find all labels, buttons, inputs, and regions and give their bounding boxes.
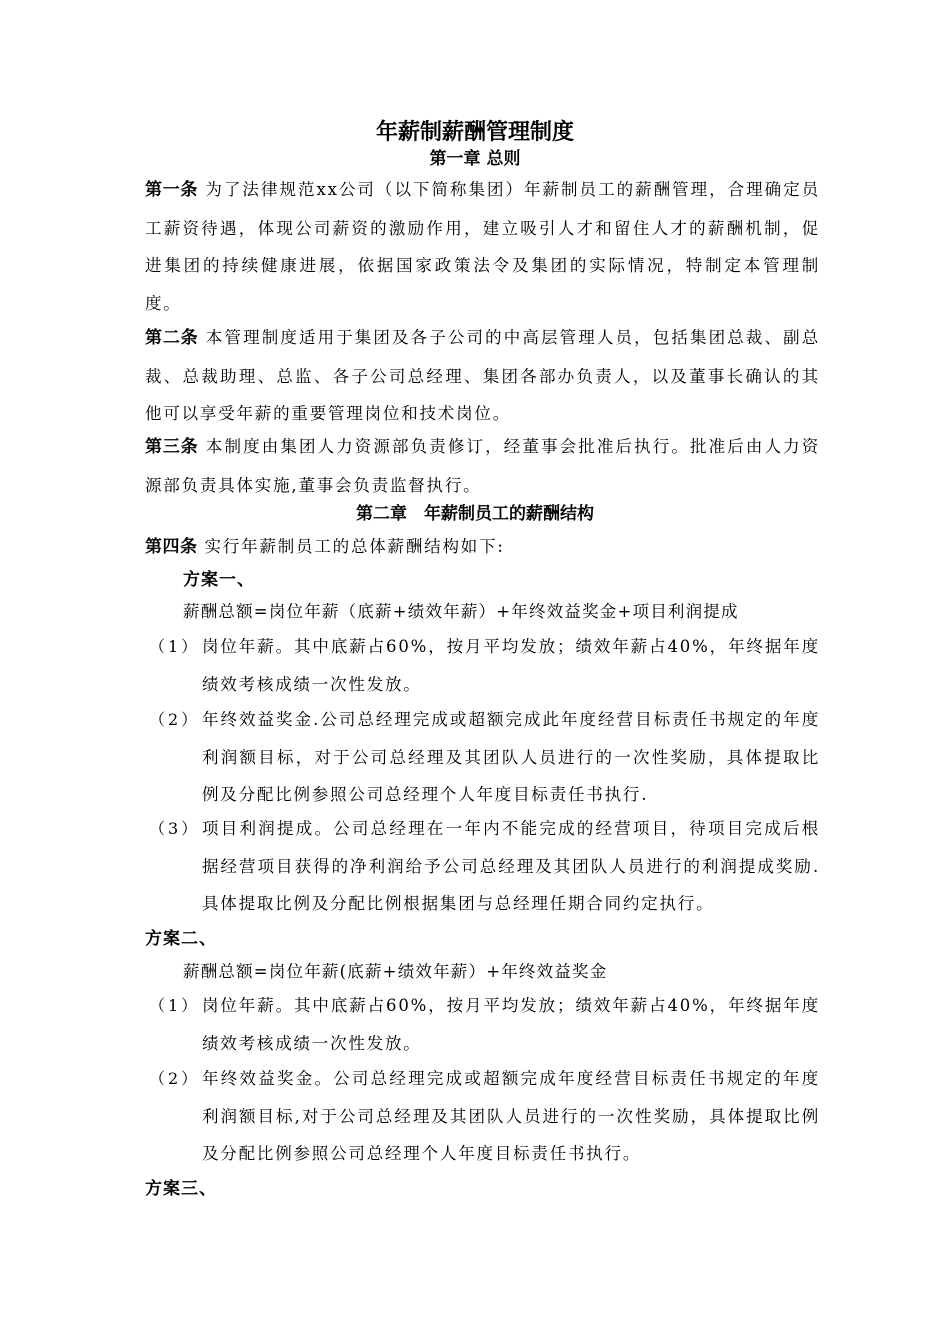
chapter-1-heading: 第一章 总则 [429,149,521,169]
plan-2-formula: 薪酬总额=岗位年薪(底薪+绩效年薪）+年终效益奖金 [183,962,608,981]
article-4-label: 第四条 [145,537,198,557]
article-3-text: 本制度由集团人力资源部负责修订，经董事会批准后执行。批准后由人力资源部负责具体实施,董事会负责监督执行。 [145,437,821,495]
plan-1-item-1-number: （1） [149,637,201,656]
article-2-label: 第二条 [145,328,199,348]
plan-1-item-3 [145,810,820,923]
plan-1-item-2 [145,701,820,814]
article-2-text: 本管理制度适用于集团及各子公司的中高层管理人员，包括集团总裁、副总裁、总裁助理、总监、各子公司总经理、集团各部办负责人，以及董事长确认的其他可以享受年薪的重要管理岗位和技术岗位。 [145,328,821,423]
plan-1-formula: 薪酬总额=岗位年薪（底薪+绩效年薪）+年终效益奖金+项目利润提成 [183,602,739,621]
article-1 [145,171,820,322]
plan-2-item-1-number: （1） [149,996,201,1015]
article-1-label: 第一条 [145,180,199,200]
document-title: 年薪制薪酬管理制度 [375,120,574,145]
plan-2-item-2-text: 年终效益奖金。公司总经理完成或超额完成年度经营目标责任书规定的年度利润额目标,对于公司总经理及其团队人员进行的一次性奖励，具体提取比例及分配比例参照公司总经理个人年度目标责任书执行。 [202,1069,820,1163]
plan-2-item-1-text: 岗位年薪。其中底薪占60%，按月平均发放；绩效年薪占40%，年终据年度绩效考核成绩一次性发放。 [202,996,820,1053]
plan-2-item-2 [145,1060,820,1173]
plan-1-item-3-text: 项目利润提成。公司总经理在一年内不能完成的经营项目，待项目完成后根据经营项目获得的净利润给予公司总经理及其团队人员进行的利润提成奖励.具体提取比例及分配比例根据集团与总经理任期合同约定执行。 [202,819,820,913]
plan-2-title: 方案二、 [145,929,217,949]
plan-1-item-1 [145,628,820,703]
plan-1-item-2-number: （2） [149,710,201,729]
article-3-label: 第三条 [145,437,199,457]
plan-3-title: 方案三、 [145,1179,217,1199]
plan-1-title: 方案一、 [183,570,255,590]
article-3 [145,428,820,504]
plan-1-item-3-number: （3） [149,819,201,838]
plan-2-item-2-number: （2） [149,1069,201,1088]
plan-2-item-1 [145,987,820,1062]
plan-1-item-1-text: 岗位年薪。其中底薪占60%，按月平均发放；绩效年薪占40%，年终据年度绩效考核成绩一次性发放。 [202,637,820,694]
article-4-text: 实行年薪制员工的总体薪酬结构如下: [204,537,505,556]
plan-1-item-2-text: 年终效益奖金.公司总经理完成或超额完成此年度经营目标责任书规定的年度利润额目标，对于公司总经理及其团队人员进行的一次性奖励，具体提取比例及分配比例参照公司总经理个人年度目标责任书执行. [202,710,820,804]
article-1-text: 为了法律规范xx公司（以下简称集团）年薪制员工的薪酬管理，合理确定员工薪资待遇，体现公司薪资的激励作用，建立吸引人才和留住人才的薪酬机制，促进集团的持续健康进展，依据国家政策法令及集团的实际情况，特制定本管理制度。 [145,180,821,313]
article-4 [145,528,820,567]
article-2 [145,319,820,433]
chapter-2-heading: 第二章 年薪制员工的薪酬结构 [356,504,594,524]
